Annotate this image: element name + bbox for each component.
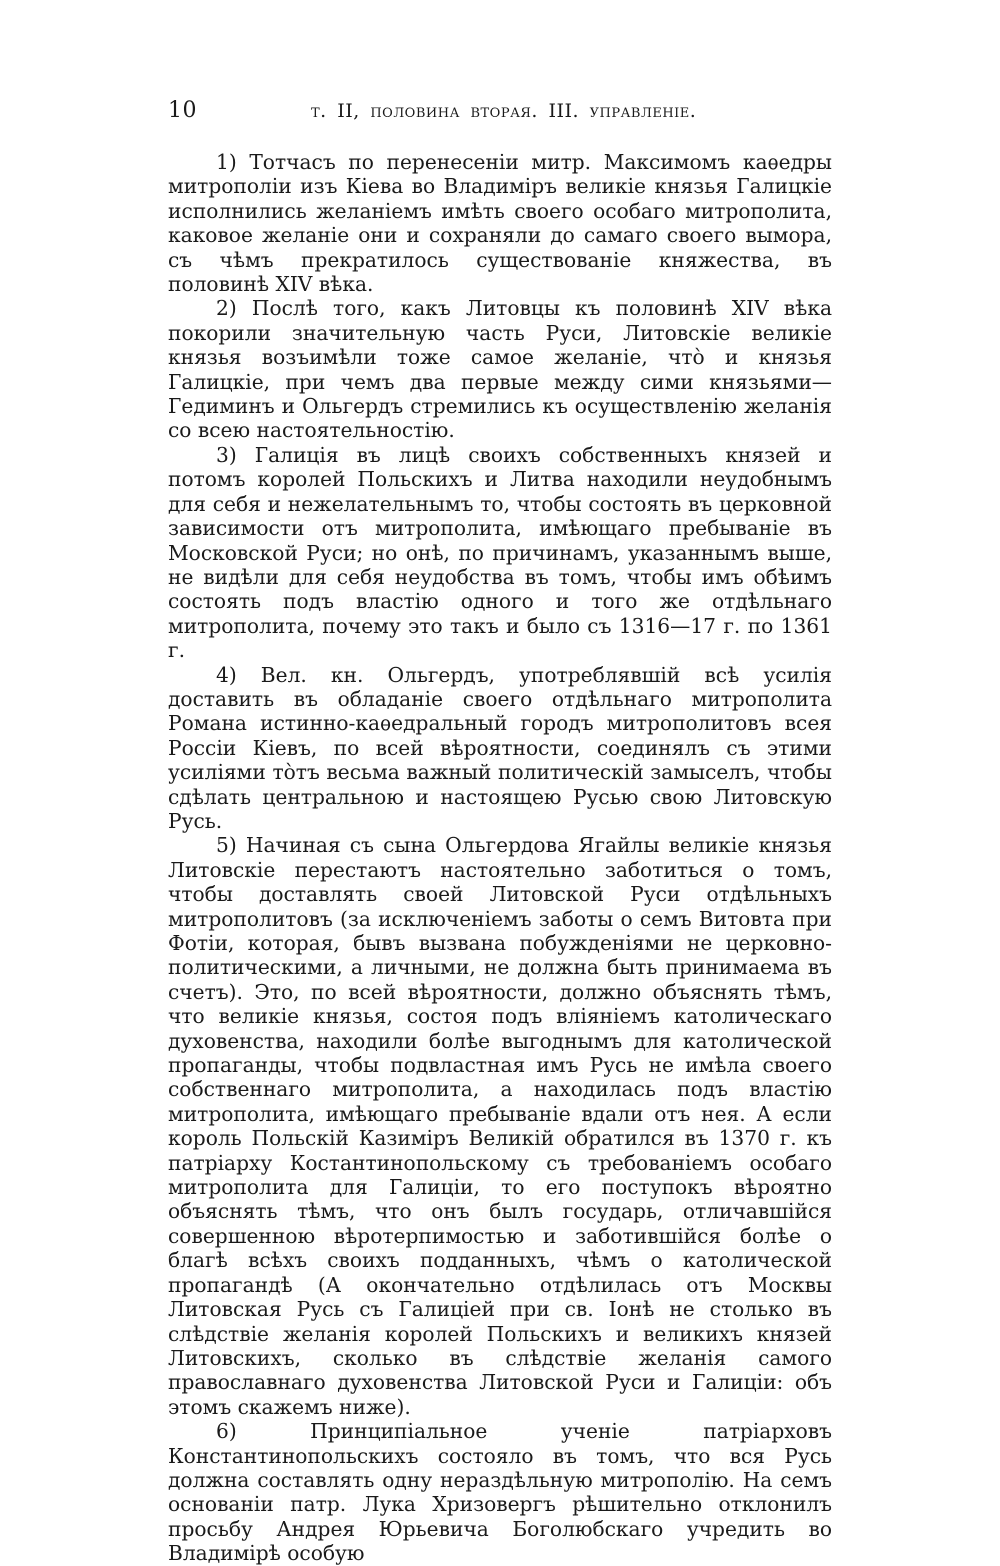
paragraph-3: 3) Галиція въ лицѣ своихъ собственныхъ князей и потомъ королей Польскихъ и Литва находили неудобнымъ для себя и нежелательнымъ то, чтобы состоять въ церковной зависимости отъ митрополита, имѣющаго пребываніе въ Московской Руси; но онѣ, по причинамъ, указаннымъ выше, не видѣли для себя неудобства въ томъ, чтобы имъ обѣимъ состоять подъ властію одного и того же отдѣльнаго митрополита, почему это такъ и было съ 1316—17 г. по 1361 г. <box>168 442 832 663</box>
page-header <box>168 98 832 128</box>
paragraph-5: 5) Начиная съ сына Ольгердова Ягайлы великіе князья Литовскіе перестаютъ настоятельно заботиться о томъ, чтобы доставлять своей Литовской Руси отдѣльныхъ митрополитовъ (за исключеніемъ заботы о семъ Витовта при Фотіи, которая, бывъ вызвана побужденіями не церковно-политическими, а личными, не должна быть принимаема въ счетъ). Это, по всей вѣроятности, должно объяснять тѣмъ, что великіе князья, состоя подъ вліяніемъ католическаго духовенства, находили болѣе выгоднымъ для католической пропаганды, чтобы подвластная имъ Русь не имѣла своего собственнаго митрополита, а находилась подъ властію митрополита, имѣющаго пребываніе вдали отъ нея. А если король Польскій Казиміръ Великій обратился въ 1370 г. къ патріарху Костантинопольскому съ требованіемъ особаго митрополита для Галиціи, то его поступокъ вѣроятно объяснять тѣмъ, что онъ былъ государь, отличавшійся совершенною вѣротерпимостью и заботившійся болѣе о благѣ всѣхъ своихъ подданныхъ, чѣмъ о католической пропагандѣ (А окончательно отдѣлилась отъ Москвы Литовская Русь съ Галиціей при св. Іонѣ не столько въ слѣдствіе желанія королей Польскихъ и великихъ князей Литовскихъ, сколько въ слѣдствіе желанія самого православнаго духовенства Литовской Руси и Галиціи: объ этомъ скажемъ ниже). <box>168 833 832 1419</box>
paragraph-1: 1) Тотчасъ по перенесеніи митр. Максимомъ каѳедры митрополіи изъ Кіева во Владиміръ великіе князья Галицкіе исполнились желаніемъ имѣть своего особаго митрополита, каковое желаніе они и сохраняли до самаго своего вымора, съ чѣмъ прекратилось существованіе княжества, въ половинѣ XIV вѣка. <box>168 150 832 297</box>
page-number: 10 <box>168 98 197 123</box>
paragraph-6: 6) Принципіальное ученіе патріарховъ Константинопольскихъ состояло въ томъ, что вся Русь должна составлять одну нераздѣльную митрополію. На семъ основаніи патр. Лука Хризовергъ рѣшительно отклонилъ просьбу Андрея Юрьевича Боголюбскаго учредить во Владимірѣ особую <box>168 1419 832 1566</box>
body-text <box>168 150 832 1566</box>
paragraph-2: 2) Послѣ того, какъ Литовцы къ половинѣ XIV вѣка покорили значительную часть Руси, Литовскіе великіе князья возъимѣли тоже самое желаніе, что̀ и князья Галицкіе, при чемъ два первые между сими князьями—Гедиминъ и Ольгердъ стремились къ осуществленію желанія со всею настоятельностію. <box>168 296 832 443</box>
running-title: т. II, половина вторая. III. управленіе. <box>311 100 697 122</box>
paragraph-4: 4) Вел. кн. Ольгердъ, употреблявшій всѣ усилія доставить въ обладаніе своего отдѣльнаго митрополита Романа истинно-каѳедральный городъ митрополитовъ всея Россіи Кіевъ, по всей вѣроятности, соединялъ съ этими усиліями то̀тъ весьма важный политическій замыселъ, чтобы сдѣлать центральною и настоящею Русью свою Литовскую Русь. <box>168 662 832 833</box>
